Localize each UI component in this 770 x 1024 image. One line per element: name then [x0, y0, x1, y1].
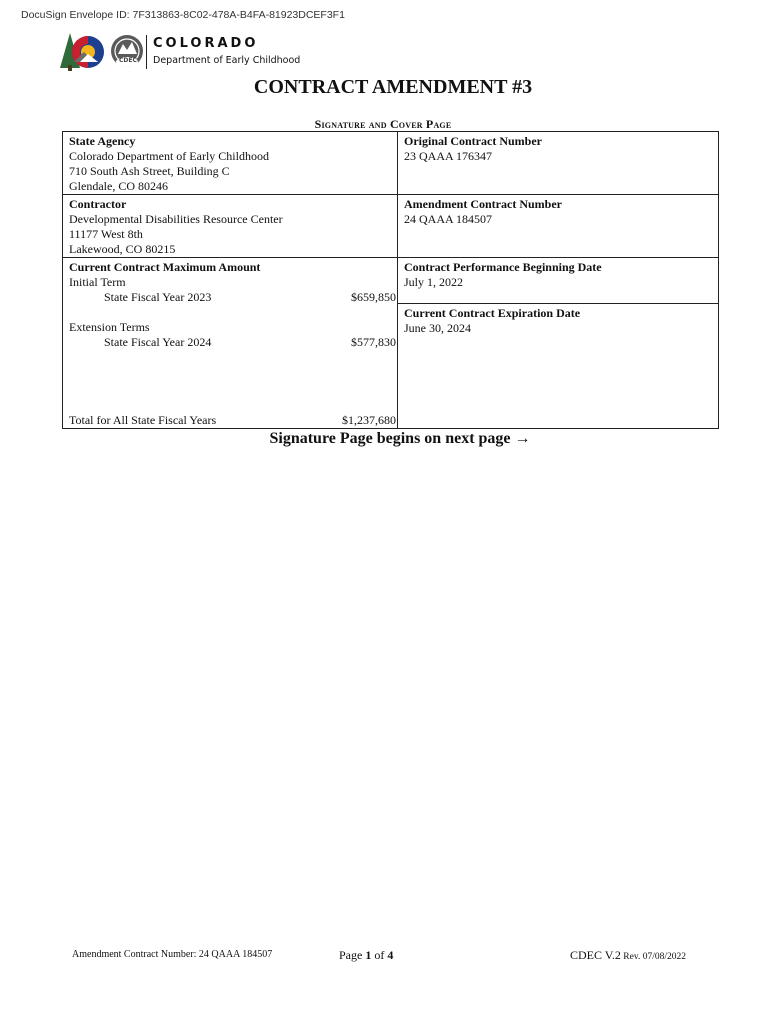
- contractor-name: Developmental Disabilities Resource Center: [69, 212, 283, 226]
- contractor-cell: [63, 195, 398, 258]
- state-agency-name: Colorado Department of Early Childhood: [69, 149, 269, 163]
- expiration-date-cell: [398, 304, 719, 429]
- logo-divider: [146, 35, 147, 69]
- state-agency-label: State Agency: [69, 134, 136, 148]
- docusign-envelope-id: DocuSign Envelope ID: 7F313863-8C02-478A-B4FA-81923DCEF3F1: [21, 9, 345, 21]
- footer-page-prefix: Page: [339, 948, 366, 962]
- document-subtitle: Signature and Cover Page: [314, 117, 452, 131]
- amendment-contract-number: 24 QAAA 184507: [404, 212, 493, 226]
- footer-amendment-number: Amendment Contract Number: 24 QAAA 184507: [72, 949, 273, 960]
- logo-department: Department of Early Childhood: [153, 55, 301, 66]
- footer-revision: Rev. 07/08/2022: [620, 952, 686, 962]
- document-title: CONTRACT AMENDMENT #3: [253, 76, 533, 98]
- footer-page-current: 1: [365, 948, 372, 962]
- original-contract-cell: [398, 132, 719, 195]
- maximum-amount-label: Current Contract Maximum Amount: [69, 260, 261, 274]
- expiration-date-label: Current Contract Expiration Date: [404, 306, 581, 321]
- cover-page-table: [62, 131, 719, 429]
- fy2023-amount: $659,850: [351, 290, 396, 304]
- fy2023-label: State Fiscal Year 2023: [104, 290, 212, 304]
- initial-term-label: Initial Term: [69, 275, 126, 289]
- amendment-contract-cell: [398, 195, 719, 258]
- total-label: Total for All State Fiscal Years: [69, 413, 217, 427]
- footer-version: [570, 948, 686, 963]
- fy2024-amount: $577,830: [351, 335, 396, 349]
- footer-page-total: 4: [387, 948, 394, 962]
- total-row: [69, 413, 396, 428]
- footer-page-number: [339, 948, 393, 963]
- beginning-date-value: July 1, 2022: [404, 275, 464, 289]
- state-agency-city: Glendale, CO 80246: [69, 179, 168, 193]
- maximum-amount-cell: [63, 258, 398, 429]
- state-agency-street: 710 South Ash Street, Building C: [69, 164, 230, 178]
- extension-terms-label: Extension Terms: [69, 320, 150, 334]
- fy2023-row: [69, 290, 396, 305]
- original-contract-label: Original Contract Number: [404, 134, 542, 148]
- contractor-label: Contractor: [69, 197, 127, 211]
- total-amount: $1,237,680: [342, 413, 396, 427]
- fy2024-label: State Fiscal Year 2024: [104, 335, 212, 349]
- fy2024-row: [69, 335, 396, 350]
- contractor-city: Lakewood, CO 80215: [69, 242, 176, 256]
- contractor-street: 11177 West 8th: [69, 227, 143, 241]
- logo-wordmark: COLORADO: [153, 36, 259, 51]
- cdec-badge-text: CDEC: [119, 57, 137, 64]
- expiration-date-value: June 30, 2024: [404, 321, 471, 336]
- signature-page-note: Signature Page begins on next page →: [269, 430, 531, 447]
- state-agency-cell: [63, 132, 398, 195]
- amendment-contract-label: Amendment Contract Number: [404, 197, 562, 211]
- original-contract-number: 23 QAAA 176347: [404, 149, 493, 163]
- footer-page-of: of: [371, 948, 388, 962]
- beginning-date-label: Contract Performance Beginning Date: [404, 260, 602, 274]
- footer-version-label: CDEC V.2: [570, 948, 621, 962]
- beginning-date-cell: [398, 258, 719, 304]
